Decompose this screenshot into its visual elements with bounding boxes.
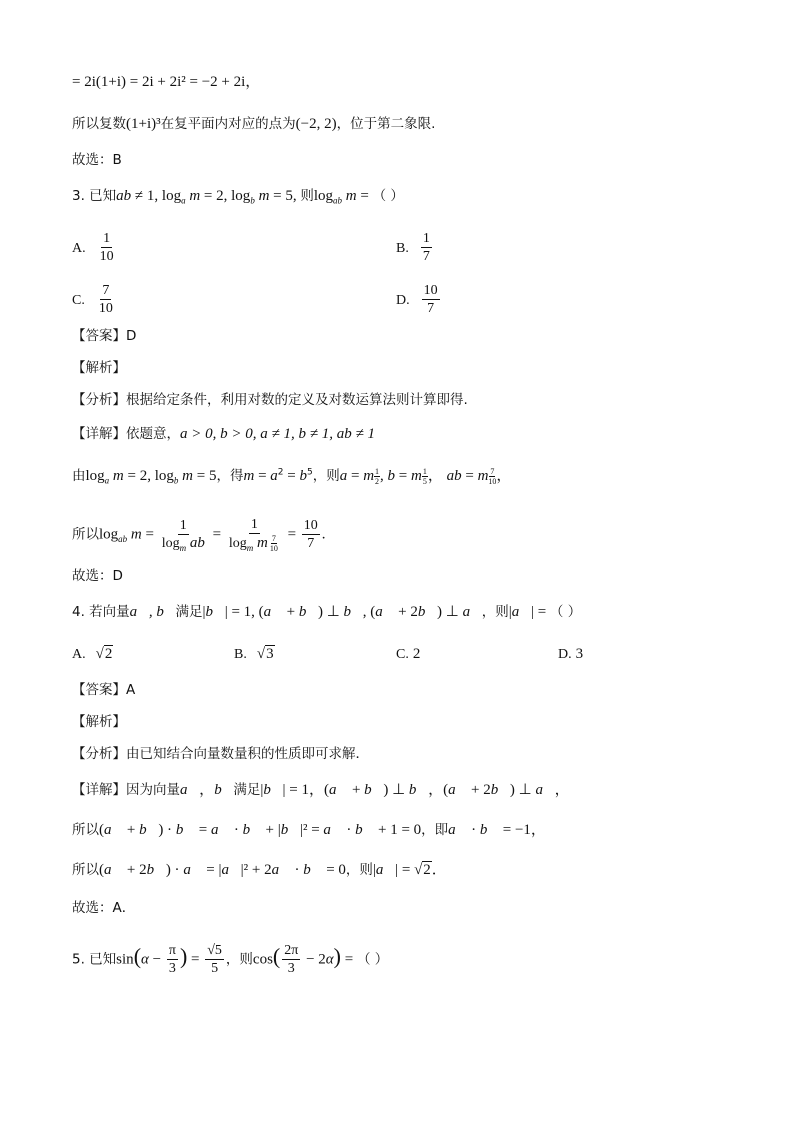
stem-tail: ，则 [481,604,509,620]
option-value: 2 [104,646,113,662]
detail-line [72,424,375,444]
question-3-stem: 3. 已知ab ≠ 1, $\log_a m = 2$, $\log_b m = 5$, 则$\log_{ab} m$ = （ ） [72,188,404,206]
option-c [396,644,420,665]
option-label: C. [396,647,409,662]
answer-blank: （ ） [549,604,582,620]
option-label: A. [72,647,86,662]
detail-mid: 满足 [233,782,261,798]
question-5-stem: 5. 已知sin(α − $\frac{\pi}{3}$ ) = $\frac{√5}{5}$ ，则cos( $\frac{2\pi}{3}$ − 2α) = （ ） [72,943,389,976]
choice-line: 故选：B [72,152,122,168]
denominator: 7 [427,301,435,316]
stem-mid: 满足 [175,604,203,620]
derivation-line: 由$\log_a m = 2$, $\log_b m = 5$，得$m = a^2 = b^5$，则a = m $\frac{1}{2}$ , b = m $\frac{1}{5}$ ， ab = m $\frac{7}{10}$ ， [72,467,512,486]
option-value: 3 [575,646,584,662]
result-line: 所以$\log_{ab} m$ = $\frac{1}{\log_m ab}$ = 1 $\log_m m$ $\frac{7}{10}$ = $\frac{10}{7}$ . [72,517,326,553]
option-label: D. [558,647,572,662]
so-label: 所以 [72,526,99,543]
conditions: a > 0, b > 0, a ≠ 1, b ≠ 1, ab ≠ 1 [180,426,375,442]
stem-tail: ，则 [225,951,253,968]
option-a [72,230,118,265]
analysis-heading: 【解析】 [72,360,126,376]
analysis-text: 【分析】由已知结合向量数量积的性质即可求解． [72,746,369,762]
denominator: 10 [99,249,114,264]
then-label: ，则 [312,468,340,484]
derivation-line-2: 所以(a⃗ + 2b⃗) · a⃗ = |a⃗|² + 2a⃗ · b⃗ = 0，则|a⃗| = √2． [72,862,447,878]
numerator: 10 [423,283,438,298]
option-label: D. [396,292,410,308]
derivation-line-1: 所以(a⃗ + b⃗) · b⃗ = a⃗ · b⃗ + |b⃗|² = a⃗ · b⃗ + 1 = 0，即a⃗ · b⃗ = −1， [72,822,546,838]
choice-line: 故选：A． [72,900,136,916]
detail-line: 【详解】因为向量a⃗，b⃗满足|b⃗| = 1，(a⃗ + b⃗) ⊥ b⃗，(a⃗ + 2b⃗) ⊥ a⃗， [72,782,570,798]
option-label: A. [72,240,86,256]
get-label: ，得 [216,468,244,484]
option-b: B. √3 [234,646,274,662]
answer-blank: （ ） [356,951,389,968]
detail-label: 【详解】依题意， [72,426,180,442]
question-4-stem: 4. 若向量a⃗, b⃗满足|b⃗| = 1, (a⃗ + b⃗) ⊥ b⃗, (a⃗ + 2b⃗) ⊥ a⃗，则|a⃗| = （ ） [72,604,582,620]
denominator: 10 [98,301,113,316]
question-number: 3. 已知 [72,188,117,204]
option-a: A. √2 [72,646,113,662]
conclusion-text-2: 在复平面内对应的点为 [160,116,296,132]
from-label: 由 [72,468,86,484]
line3-tail: ，则 [345,862,373,878]
question-number: 5. 已知 [72,951,117,968]
conclusion-text-3: ，位于第二象限. [336,116,436,132]
conclusion-text: 所以复数 [72,116,126,132]
line2-tail: ，即 [421,822,449,838]
numerator: 1 [422,231,430,246]
option-c [72,282,117,317]
answer-blank: （ ） [372,188,404,204]
so-label: 所以 [72,862,99,878]
option-value: 2 [412,646,421,662]
option-label: C. [72,292,85,308]
option-label: B. [234,647,247,662]
option-value: 3 [266,646,274,662]
choice-line: 故选：D [72,568,123,584]
so-label: 所以 [72,822,99,838]
answer-line: 【答案】D [72,328,137,344]
answer-line: 【答案】A [72,682,136,698]
numerator: 7 [102,283,110,298]
option-label: B. [396,240,409,256]
option-d [396,282,442,317]
option-b [396,230,434,265]
numerator: 1 [103,231,111,246]
denominator: 7 [422,249,430,264]
analysis-heading: 【解析】 [72,714,126,730]
conclusion-line [72,114,435,134]
equation-line [72,72,260,92]
equation-text: = 2i(1+i) = 2i + 2i² = −2 + 2i， [72,74,261,90]
analysis-text: 【分析】根据给定条件，利用对数的定义及对数运算法则计算即得. [72,392,468,408]
point-coordinates: (−2, 2) [295,116,337,132]
question-number: 4. 若向量 [72,604,130,620]
complex-expression: (1+i)³ [126,116,161,132]
detail-label: 【详解】因为向量 [72,782,180,798]
option-d [558,644,583,665]
